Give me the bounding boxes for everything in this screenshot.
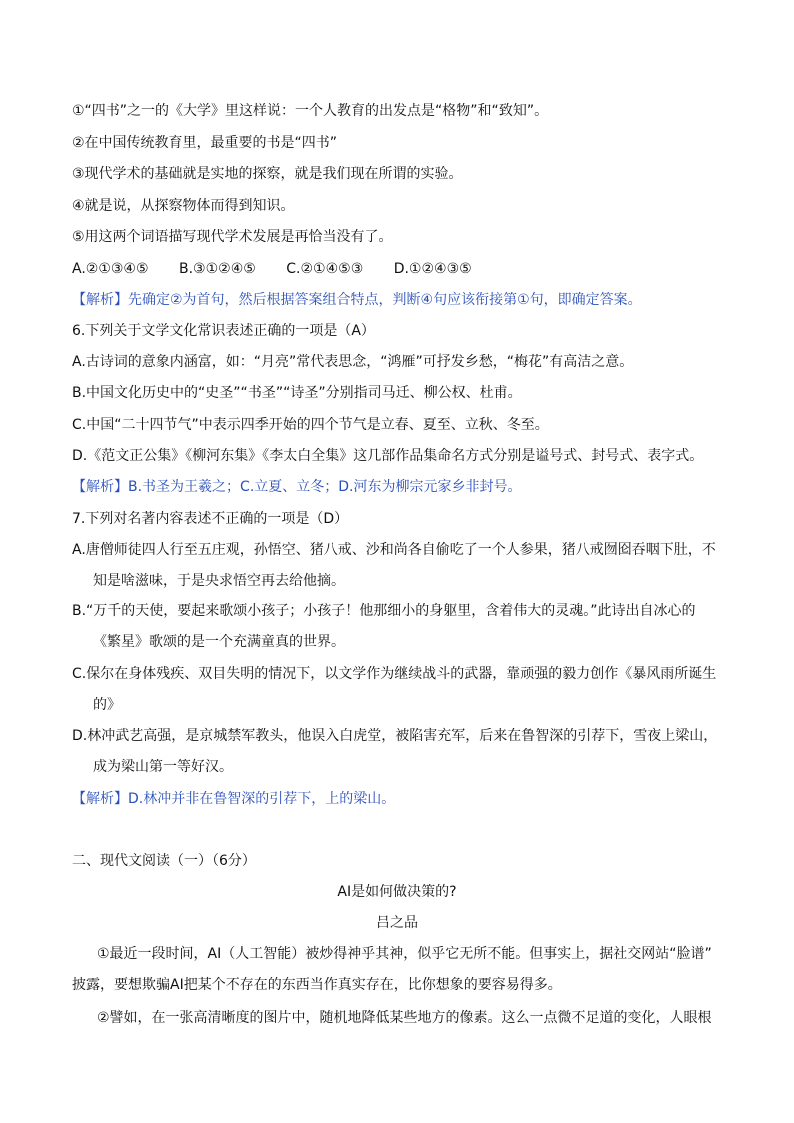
q7-option-c-line1: C.保尔在身体残疾、双目失明的情况下，以文学作为继续战斗的武器，靠顽强的毅力创作《暴风雨所诞生 xyxy=(72,666,717,682)
q5-option-d: D.①②④③⑤ xyxy=(393,261,472,277)
q7-option-d-line2: 成为梁山第一等好汉。 xyxy=(93,759,233,775)
sentence-3: ③现代学术的基础就是实地的探察，就是我们现在所谓的实验。 xyxy=(72,166,463,182)
sentence-1: ①“四书”之一的《大学》里这样说：一个人教育的出发点是“格物”和“致知”。 xyxy=(72,103,549,119)
q7-analysis: 【解析】D.林冲并非在鲁智深的引荐下，上的梁山。 xyxy=(72,791,396,807)
q5-option-b: B.③①②④⑤ xyxy=(179,261,256,277)
q5-option-c: C.②①④⑤③ xyxy=(286,261,364,277)
q6-option-b: B.中国文化历史中的“史圣”“书圣”“诗圣”分别指司马迁、柳公权、杜甫。 xyxy=(72,385,522,401)
q6-option-d: D.《范文正公集》《柳河东集》《李太白全集》这几部作品集命名方式分别是谥号式、封号式、表字式。 xyxy=(72,448,704,464)
q7-option-b-line2: 《繁星》歌颂的是一个充满童真的世界。 xyxy=(93,634,345,650)
q5-option-a: A.②①③④⑤ xyxy=(72,261,149,277)
q5-options xyxy=(72,259,498,279)
sentence-2: ②在中国传统教育里，最重要的书是“四书” xyxy=(72,135,338,151)
article-title: AI是如何做决策的? xyxy=(337,884,457,900)
paragraph-1-line2: 披露，要想欺骗AI把某个不存在的东西当作真实存在，比你想象的要容易得多。 xyxy=(72,977,562,993)
q7-option-c-line2: 的》 xyxy=(93,697,121,713)
sentence-4: ④就是说，从探察物体而得到知识。 xyxy=(72,198,295,214)
sentence-5: ⑤用这两个词语描写现代学术发展是再恰当没有了。 xyxy=(72,229,393,245)
paragraph-1-line1: ①最近一段时间，AI（人工智能）被炒得神乎其神，似乎它无所不能。但事实上，据社交网站“脸谱” xyxy=(97,946,712,962)
q6-stem: 6.下列关于文学文化常识表述正确的一项是（A） xyxy=(72,323,375,339)
q6-option-a: A.古诗词的意象内涵富，如：“月亮”常代表思念，“鸿雁”可抒发乡愁，“梅花”有高洁之意。 xyxy=(72,354,634,370)
q7-option-a-line1: A.唐僧师徒四人行至五庄观，孙悟空、猪八戒、沙和尚各自偷吃了一个人参果，猪八戒囫囵吞咽下肚，不 xyxy=(72,542,716,558)
section-heading: 二、现代文阅读（一）（6分） xyxy=(72,853,256,869)
q5-analysis: 【解析】先确定②为首句，然后根据答案组合特点，判断④句应该衔接第①句，即确定答案。 xyxy=(72,292,642,308)
article-author: 吕之品 xyxy=(376,915,418,931)
q7-option-b-line1: B.“万千的天使，要起来歌颂小孩子；小孩子！他那细小的身躯里，含着伟大的灵魂。”此诗出自冰心的 xyxy=(72,603,696,619)
q7-option-d-line1: D.林冲武艺高强，是京城禁军教头，他误入白虎堂，被陷害充军，后来在鲁智深的引荐下，雪夜上梁山， xyxy=(72,728,718,744)
q6-analysis: 【解析】B.书圣为王羲之；C.立夏、立冬；D.河东为柳宗元家乡非封号。 xyxy=(72,479,522,495)
q7-option-a-line2: 知是啥滋味，于是央求悟空再去给他摘。 xyxy=(93,573,345,589)
q6-option-c: C.中国“二十四节气”中表示四季开始的四个节气是立春、夏至、立秋、冬至。 xyxy=(72,417,549,433)
paragraph-2-line1: ②譬如，在一张高清晰度的图片中，随机地降低某些地方的像素。这么一点微不足道的变化，人眼根 xyxy=(97,1010,712,1026)
q7-stem: 7.下列对名著内容表述不正确的一项是（D） xyxy=(72,511,349,527)
